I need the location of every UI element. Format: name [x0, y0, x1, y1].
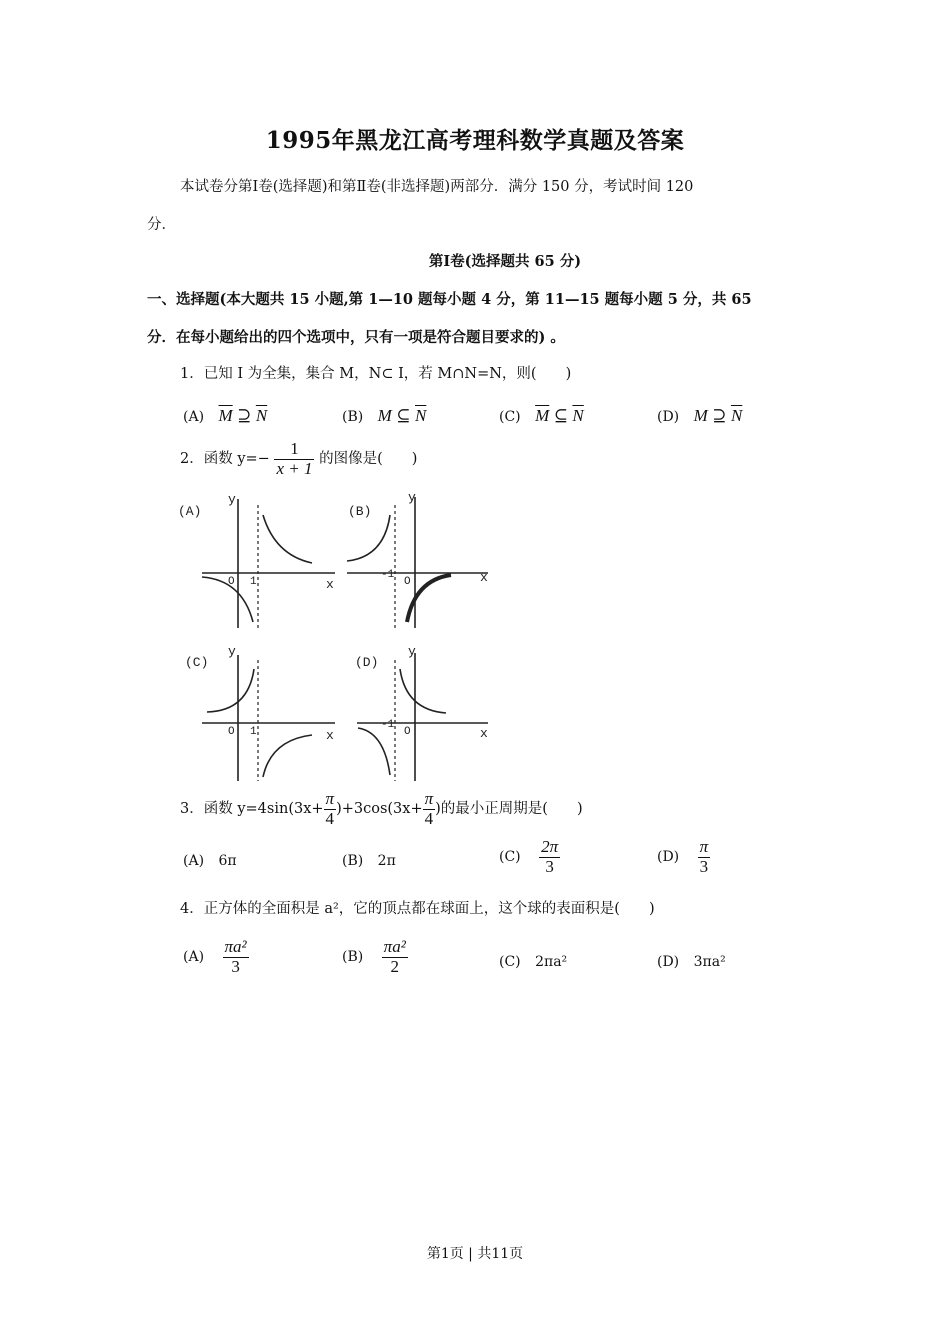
graph-a-x-label: x [326, 577, 334, 592]
q1-option-b-right: $\overline{N}$ [415, 406, 427, 425]
q2-stem-pre: 2．函数 y=− [180, 451, 270, 468]
q3-option-c-label: (C) [499, 849, 521, 866]
graph-d-label: (D) [355, 655, 379, 670]
q3-fraction-2-num: π [424, 789, 434, 808]
graph-c-x-label: x [326, 728, 334, 743]
q1-option-a-right: $\overline{N}$ [255, 406, 268, 425]
graph-b-x-label: x [480, 570, 488, 585]
q1-option-b-rel: ⊆ [396, 406, 411, 425]
q4-option-a-label: (A) [183, 949, 205, 966]
page-title: 1995年黑龙江高考理科数学真题及答案 [265, 127, 685, 154]
graph-d-branch-right [400, 669, 446, 713]
q3-option-d-num: π [699, 837, 709, 856]
section1-line-2: 分．在每小题给出的四个选项中，只有一项是符合题目要求的) 。 [147, 329, 565, 346]
q2-fraction-den: x + 1 [276, 458, 313, 478]
q4-option-b-label: (B) [342, 949, 364, 966]
q1-option-b-label: (B) [342, 409, 364, 425]
graph-c [202, 655, 335, 781]
q1-option-c-right: $\overline{N}$ [572, 406, 584, 425]
q3-option-c-den: 3 [545, 856, 554, 876]
q3-fraction-2-den: 4 [424, 808, 434, 828]
graph-d [357, 653, 488, 781]
q1-option-c-label: (C) [499, 409, 521, 425]
q4-option-d-text: 3πa² [693, 954, 726, 970]
q4-stem: 4．正方体的全面积是 a²，它的顶点都在球面上，这个球的表面积是( ) [180, 901, 655, 917]
q4-option-a-num: πa² [224, 937, 247, 956]
graph-b-y-label: y [408, 490, 416, 505]
q4-option-b-num: πa² [383, 937, 406, 956]
q4-option-b-den: 2 [390, 956, 399, 976]
q3-option-d-den: 3 [699, 856, 709, 876]
intro-line-1: 本试卷分第Ⅰ卷(选择题)和第Ⅱ卷(非选择题)两部分．满分 150 分，考试时间 120 [180, 179, 694, 195]
graph-c-origin: O [228, 726, 235, 738]
q4-option-c-label: (C) [499, 954, 521, 970]
graph-d-origin: O [404, 726, 411, 738]
part1-heading: 第Ⅰ卷(选择题共 65 分) [428, 253, 582, 270]
q2-graphs [170, 485, 510, 785]
q1-option-d [657, 406, 742, 426]
q4-option-c-text: 2πa² [535, 954, 568, 970]
q4-option-b-fraction [382, 938, 408, 976]
q3-fraction-2 [423, 790, 436, 828]
graph-b-branch-left [347, 515, 390, 561]
graph-a-label: (A) [178, 504, 202, 519]
q3-option-a [183, 853, 237, 869]
graph-a-tick: 1 [250, 576, 257, 588]
q1-option-c-left: $\overline{M}$ [535, 406, 550, 425]
q3-option-b-text: 2π [377, 853, 396, 869]
graph-a-origin: O [228, 576, 235, 588]
q3-stem-pre: 3．函数 y=4sin(3x+ [180, 801, 324, 818]
q1-option-d-rel: ⊇ [712, 406, 727, 425]
q4-option-a [183, 938, 249, 976]
q1-option-a-rel: ⊇ [237, 406, 252, 425]
q2-fraction [274, 440, 314, 478]
q1-option-d-label: (D) [657, 409, 680, 425]
graph-c-label: (C) [185, 655, 209, 670]
q3-option-c-num: 2π [541, 837, 559, 856]
q3-stem [180, 790, 583, 828]
q1-option-c-rel: ⊆ [553, 406, 568, 425]
q4-option-c [499, 954, 567, 970]
intro-line-2: 分． [147, 217, 176, 233]
q3-option-d-label: (D) [657, 849, 680, 866]
q3-fraction-1-den: 4 [325, 808, 335, 828]
q1-option-a-left: $\overline{M}$ [218, 406, 233, 425]
q4-option-d [657, 954, 726, 970]
q3-option-c [499, 838, 560, 876]
q3-option-c-fraction [539, 838, 560, 876]
q4-option-a-den: 3 [231, 956, 240, 976]
graph-b-tick: -1 [381, 569, 395, 581]
graph-b-label: (B) [348, 504, 372, 519]
q3-option-b [342, 853, 396, 869]
q3-option-a-label: (A) [183, 853, 205, 869]
graph-b-origin: O [404, 576, 411, 588]
q1-option-a [183, 406, 267, 426]
q1-stem: 1．已知 I 为全集，集合 M，N⊂ I，若 M∩N=N，则( ) [180, 366, 572, 382]
graph-c-y-label: y [228, 644, 236, 659]
q1-option-b-left: M [377, 406, 392, 425]
q1-option-b [342, 406, 426, 426]
graph-c-tick: 1 [250, 726, 257, 738]
graph-d-tick: -1 [381, 719, 395, 731]
q3-option-d-fraction [698, 838, 711, 876]
q3-option-a-text: 6π [218, 853, 237, 869]
q3-stem-post: )的最小正周期是( ) [435, 801, 583, 818]
q2-stem [180, 440, 417, 478]
q3-fraction-1-num: π [325, 789, 335, 808]
q3-fraction-1 [324, 790, 337, 828]
q2-stem-post: 的图像是( ) [319, 451, 418, 468]
q1-option-c [499, 406, 584, 426]
q1-option-a-label: (A) [183, 409, 205, 425]
q3-option-b-label: (B) [342, 853, 364, 869]
q3-option-d [657, 838, 710, 876]
q1-option-d-left: M [693, 406, 708, 425]
graph-a-branch-right [263, 515, 312, 563]
graph-c-branch-left [207, 669, 254, 712]
q1-option-d-right: $\overline{N}$ [730, 406, 743, 425]
graph-d-y-label: y [408, 644, 416, 659]
graph-b-branch-right [407, 575, 451, 622]
graph-c-branch-right [263, 735, 312, 777]
graph-d-branch-left [358, 728, 390, 775]
q4-option-d-label: (D) [657, 954, 680, 970]
q3-stem-mid: )+3cos(3x+ [336, 801, 423, 818]
q4-option-b [342, 938, 408, 976]
q4-option-a-fraction [223, 938, 249, 976]
graph-d-x-label: x [480, 726, 488, 741]
page-footer: 第1页 | 共11页 [426, 1246, 524, 1262]
q2-fraction-num: 1 [274, 440, 314, 460]
section1-line-1: 一、选择题(本大题共 15 小题,第 1—10 题每小题 4 分，第 11—15 题每小题 5 分，共 65 [147, 291, 752, 308]
graph-a-y-label: y [228, 492, 236, 507]
graph-a [202, 499, 335, 628]
